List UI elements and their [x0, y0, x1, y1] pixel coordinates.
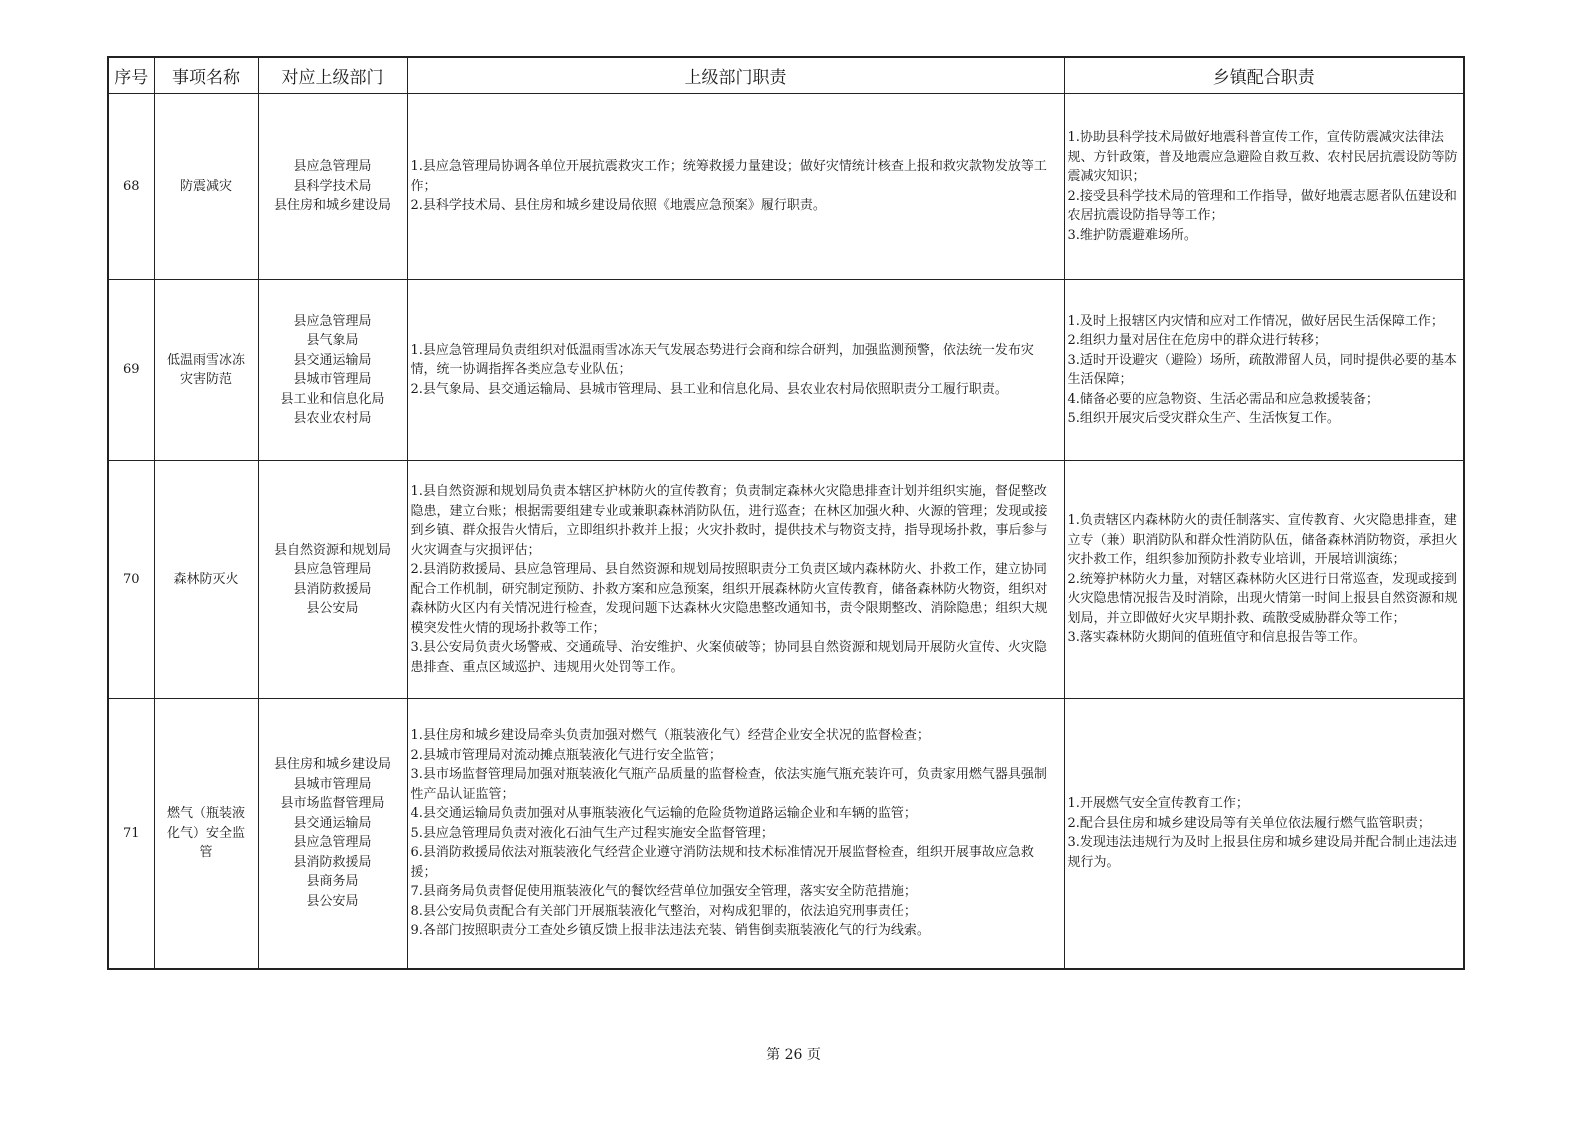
dept-name: 县应急管理局	[293, 159, 372, 175]
row-number: 68	[108, 94, 154, 280]
town-duty-item: 5.组织开展灾后受灾群众生产、生活恢复工作。	[1067, 411, 1340, 426]
dept-name: 县工业和信息化局	[280, 391, 385, 407]
item-name-line: 灾害防范	[179, 372, 232, 387]
town-duty-item: 2.组织力量对居住在危房中的群众进行转移；	[1067, 333, 1327, 348]
dept-name: 县住房和城乡建设局	[273, 198, 391, 214]
town-duty-item: 3.适时开设避灾（避险）场所，疏散滞留人员，同时提供必要的基本生活保障；	[1067, 352, 1457, 387]
item-name-cell	[154, 94, 258, 280]
header-upper-duties: 上级部门职责	[407, 57, 1064, 94]
dept-name: 县城市管理局	[293, 776, 372, 792]
dept-cell	[258, 461, 407, 699]
dept-name: 县农业农村局	[293, 411, 372, 426]
dept-cell	[258, 699, 407, 969]
dept-name: 县公安局	[306, 893, 359, 909]
item-name-line: 管	[199, 845, 213, 860]
table-row	[108, 94, 1464, 280]
duty-table	[107, 56, 1465, 970]
dept-name: 县公安局	[306, 601, 359, 616]
town-duty-item: 1.协助县科学技术局做好地震科普宣传工作，宣传防震减灾法律法规、方针政策，普及地震应急避险自救互救、农村民居抗震设防等防震减灾知识；	[1067, 130, 1458, 184]
dept-cell	[258, 94, 407, 280]
header-seq: 序号	[108, 57, 154, 94]
item-name-cell	[154, 280, 258, 461]
table-row	[108, 461, 1464, 699]
item-name-line: 防震减灾	[179, 178, 232, 194]
item-name-line: 低温雨雪冰冻	[166, 352, 245, 368]
table-row	[108, 699, 1464, 969]
upper-duty-item: 1.县应急管理局负责组织对低温雨雪冰冻天气发展态势进行会商和综合研判，加强监测预警，依法统一发布灾情，统一协调指挥各类应急专业队伍；	[410, 342, 1034, 378]
town-duty-cell	[1064, 461, 1464, 699]
dept-name: 县住房和城乡建设局	[273, 757, 391, 773]
item-name-line: 燃气（瓶装液	[166, 806, 245, 821]
upper-duty-cell	[407, 461, 1064, 699]
dept-cell	[258, 280, 407, 461]
upper-duty-item: 1.县住房和城乡建设局牵头负责加强对燃气（瓶装液化气）经营企业安全状况的监督检查；	[410, 728, 930, 743]
dept-name: 县应急管理局	[293, 835, 372, 851]
town-duty-item: 1.负责辖区内森林防火的责任制落实、宣传教育、火灾隐患排查，建立专（兼）职消防队和群众性消防队伍，储备森林消防物资，承担火灾扑救工作，组织参加预防扑救专业培训，开展培训演练；	[1067, 513, 1458, 568]
row-number: 70	[108, 461, 154, 699]
upper-duty-item: 8.县公安局负责配合有关部门开展瓶装液化气整治，对构成犯罪的，依法追究刑事责任；	[410, 903, 917, 919]
upper-duty-item: 6.县消防救援局依法对瓶装液化气经营企业遵守消防法规和技术标准情况开展监督检查，组织开展事故应急救援；	[410, 845, 1034, 880]
header-row	[108, 57, 1464, 94]
header-item-name: 事项名称	[154, 57, 258, 94]
upper-duty-cell	[407, 280, 1064, 461]
town-duty-item: 2.接受县科学技术局的管理和工作指导，做好地震志愿者队伍建设和农居抗震设防指导等工作；	[1067, 188, 1457, 223]
upper-duty-cell	[407, 94, 1064, 280]
town-duty-cell	[1064, 699, 1464, 969]
upper-duty-item: 9.各部门按照职责分工查处乡镇反馈上报非法违法充装、销售倒卖瓶装液化气的行为线索。	[410, 923, 930, 938]
item-name-line: 森林防灭火	[173, 571, 239, 587]
upper-duty-item: 3.县市场监督管理局加强对瓶装液化气瓶产品质量的监督检查，依法实施气瓶充装许可，负责家用燃气器具强制性产品认证监管；	[410, 767, 1047, 802]
dept-name: 县城市管理局	[293, 372, 372, 387]
page-number: 第 26 页	[766, 1047, 821, 1063]
header-town-duties: 乡镇配合职责	[1064, 57, 1464, 94]
town-duty-item: 1.及时上报辖区内灾情和应对工作情况，做好居民生活保障工作；	[1067, 313, 1444, 329]
dept-name: 县消防救援局	[293, 854, 372, 870]
item-name-cell	[154, 461, 258, 699]
town-duty-cell	[1064, 280, 1464, 461]
dept-name: 县应急管理局	[293, 313, 372, 329]
upper-duty-item: 1.县自然资源和规划局负责本辖区护林防火的宣传教育；负责制定森林火灾隐患排查计划并组织实施，督促整改隐患，建立台账；根据需要组建专业或兼职森林消防队伍，进行巡查；在林区加强火种、火源的管理；发现或接到乡镇、群众报告火情后，立即组织扑救并上报；火灾扑救时，提供技术与物资支持，指导现场扑救，事后参与火灾调查与灾损评估；	[410, 484, 1048, 558]
dept-name: 县气象局	[306, 333, 359, 348]
row-number: 71	[108, 699, 154, 969]
upper-duty-item: 1.县应急管理局协调各单位开展抗震救灾工作；统筹救援力量建设；做好灾情统计核查上报和救灾款物发放等工作；	[410, 159, 1047, 194]
dept-name: 县自然资源和规划局	[273, 542, 391, 558]
item-name-line: 化气）安全监	[166, 825, 245, 841]
upper-duty-cell	[407, 699, 1064, 969]
dept-name: 县市场监督管理局	[280, 796, 385, 812]
table-row	[108, 280, 1464, 461]
header-dept: 对应上级部门	[258, 57, 407, 94]
upper-duty-item: 4.县交通运输局负责加强对从事瓶装液化气运输的危险货物道路运输企业和车辆的监管；	[410, 806, 917, 821]
dept-name: 县应急管理局	[293, 562, 372, 577]
town-duty-cell	[1064, 94, 1464, 280]
town-duty-item: 3.落实森林防火期间的值班值守和信息报告等工作。	[1067, 630, 1366, 646]
dept-name: 县科学技术局	[293, 178, 372, 194]
upper-duty-item: 2.县消防救援局、县应急管理局、县自然资源和规划局按照职责分工负责区域内森林防火、扑救工作，建立协同配合工作机制，研究制定预防、扑救方案和应急预案，组织开展森林防火宣传教育，储备森林防火物资，组织对森林防火区内有关情况进行检查，发现问题下达森林火灾隐患整改通知书，责令限期整改、消除隐患；组织大规模突发性火情的现场扑救等工作；	[410, 562, 1048, 636]
town-duty-item: 3.发现违法违规行为及时上报县住房和城乡建设局并配合制止违法违规行为。	[1067, 835, 1457, 870]
town-duty-item: 1.开展燃气安全宣传教育工作；	[1067, 796, 1249, 812]
dept-name: 县商务局	[306, 874, 359, 890]
dept-name: 县消防救援局	[293, 581, 372, 597]
row-number: 69	[108, 280, 154, 461]
town-duty-item: 4.储备必要的应急物资、生活必需品和应急救援装备；	[1067, 391, 1379, 407]
upper-duty-item: 7.县商务局负责督促使用瓶装液化气的餐饮经营单位加强安全管理，落实安全防范措施；	[410, 884, 917, 899]
upper-duty-item: 2.县科学技术局、县住房和城乡建设局依照《地震应急预案》履行职责。	[410, 198, 826, 214]
item-name-cell	[154, 699, 258, 969]
upper-duty-item: 3.县公安局负责火场警戒、交通疏导、治安维护、火案侦破等；协同县自然资源和规划局开展防火宣传、火灾隐患排查、重点区域巡护、违规用火处罚等工作。	[410, 640, 1047, 675]
town-duty-item: 2.统筹护林防火力量，对辖区森林防火区进行日常巡查，发现或接到火灾隐患情况报告及时消除，出现火情第一时间上报县自然资源和规划局，并立即做好火灾早期扑救、疏散受威胁群众等工作；	[1067, 571, 1458, 626]
dept-name: 县交通运输局	[293, 815, 372, 831]
upper-duty-item: 2.县城市管理局对流动摊点瓶装液化气进行安全监管；	[410, 747, 722, 763]
town-duty-item: 2.配合县住房和城乡建设局等有关单位依法履行燃气监管职责；	[1067, 815, 1431, 831]
dept-name: 县交通运输局	[293, 352, 372, 368]
upper-duty-item: 2.县气象局、县交通运输局、县城市管理局、县工业和信息化局、县农业农村局依照职责分工履行职责。	[410, 381, 1008, 397]
upper-duty-item: 5.县应急管理局负责对液化石油气生产过程实施安全监督管理；	[410, 825, 774, 841]
town-duty-item: 3.维护防震避难场所。	[1067, 227, 1197, 243]
